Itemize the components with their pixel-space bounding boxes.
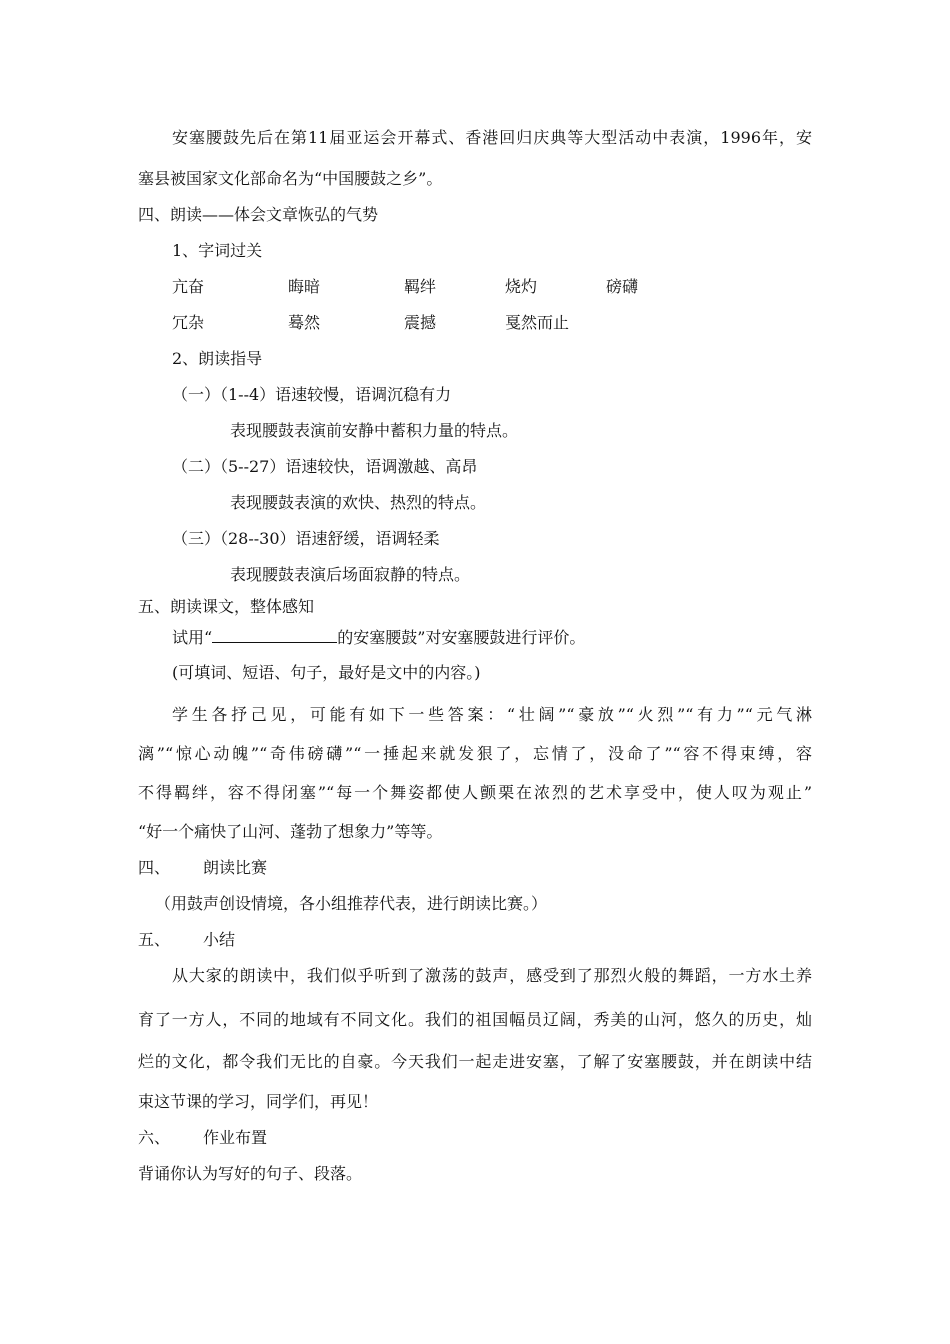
vocab-word: 蓦然 — [288, 313, 321, 332]
homework-desc: 背诵你认为写好的句子、段落。 — [138, 1164, 363, 1183]
vocab-word: 亢奋 — [172, 277, 205, 296]
section-4-heading: 四、朗读——体会文章恢弘的气势 — [138, 205, 379, 224]
prompt-prefix: 试用“ — [172, 628, 213, 647]
summary-number: 五、 — [138, 930, 171, 949]
summary-line: 束这节课的学习，同学们，再见！ — [138, 1092, 379, 1111]
intro-line-1: 安塞腰鼓先后在第11届亚运会开幕式、香港回归庆典等大型活动中表演，1996年，安 — [172, 128, 812, 147]
guide-desc: 表现腰鼓表演前安静中蓄积力量的特点。 — [230, 421, 519, 440]
vocab-word: 羁绊 — [404, 277, 437, 296]
answer-line: 漓”“惊心动魄”“奇伟磅礴”“一捶起来就发狠了，忘情了，没命了”“容不得束缚，容 — [138, 744, 812, 763]
subheading-reading-guide: 2、朗读指导 — [172, 349, 263, 368]
answer-line: 学生各抒己见，可能有如下一些答案：“壮阔”“豪放”“火烈”“有力”“元气淋 — [172, 705, 812, 724]
vocab-word: 晦暗 — [288, 277, 321, 296]
vocab-word: 烧灼 — [505, 277, 538, 296]
evaluation-note: (可填词、短语、句子，最好是文中的内容。) — [172, 663, 481, 682]
guide-label: （一）（1--4）语速较慢，语调沉稳有力 — [172, 385, 452, 404]
summary-line: 育了一方人，不同的地域有不同文化。我们的祖国幅员辽阔，秀美的山河，悠久的历史，灿 — [138, 1010, 812, 1029]
homework-number: 六、 — [138, 1128, 171, 1147]
evaluation-prompt — [172, 628, 585, 648]
vocab-word: 冗杂 — [172, 313, 205, 332]
summary-line: 从大家的朗读中，我们似乎听到了激荡的鼓声，感受到了那烈火般的舞蹈，一方水土养 — [172, 966, 812, 985]
fill-in-blank — [212, 628, 337, 643]
summary-heading: 小结 — [203, 930, 236, 949]
guide-desc: 表现腰鼓表演的欢快、热烈的特点。 — [230, 493, 487, 512]
summary-line: 烂的文化，都令我们无比的自豪。今天我们一起走进安塞，了解了安塞腰鼓，并在朗读中结 — [138, 1052, 812, 1071]
guide-label: （三）（28--30）语速舒缓，语调轻柔 — [172, 529, 440, 548]
guide-label: （二）（5--27）语速较快，语调激越、高昂 — [172, 457, 478, 476]
guide-desc: 表现腰鼓表演后场面寂静的特点。 — [230, 565, 471, 584]
answer-line: “好一个痛快了山河、蓬勃了想象力”等等。 — [138, 822, 443, 841]
subheading-vocab: 1、字词过关 — [172, 241, 263, 260]
vocab-word: 戛然而止 — [505, 313, 570, 332]
vocab-word: 震撼 — [404, 313, 437, 332]
vocab-word: 磅礴 — [606, 277, 639, 296]
homework-heading: 作业布置 — [203, 1128, 268, 1147]
section-5-heading: 五、朗读课文，整体感知 — [138, 597, 315, 616]
contest-number: 四、 — [138, 858, 171, 877]
contest-desc: （用鼓声创设情境，各小组推荐代表，进行朗读比赛。） — [155, 894, 548, 913]
answer-line: 不得羁绊，容不得闭塞”“每一个舞姿都使人颤栗在浓烈的艺术享受中，使人叹为观止” — [138, 783, 812, 802]
contest-heading: 朗读比赛 — [203, 858, 268, 877]
prompt-suffix: 的安塞腰鼓”对安塞腰鼓进行评价。 — [337, 628, 586, 647]
intro-line-2: 塞县被国家文化部命名为“中国腰鼓之乡”。 — [138, 169, 443, 188]
